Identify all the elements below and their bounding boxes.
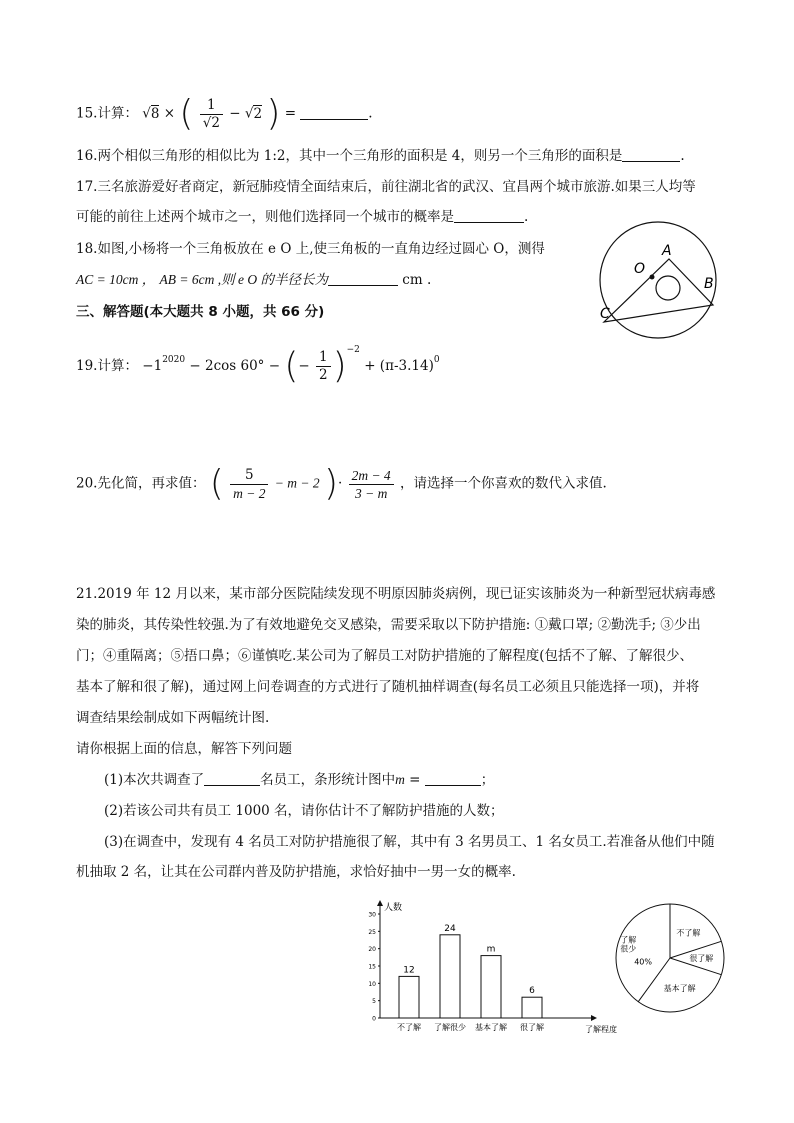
question-16: 16.两个相似三角形的相似比为 1:2，其中一个三角形的面积是 4，则另一个三角形的面积是 .: [76, 148, 685, 164]
bar-chart: [360, 896, 620, 1038]
question-18-line-2: AC = 10cm ， AB = 6cm ,则 e O 的半径长为 cm .: [76, 272, 432, 288]
q15-equals: =: [284, 105, 296, 122]
pie-slice-label: 基本了解: [663, 983, 696, 993]
category-label: 很了解: [520, 1023, 544, 1032]
question-17-line-1: 17.三名旅游爱好者商定，新冠肺疫情全面结束后，前往湖北省的武汉、宜昌两个城市旅游.如果三人均等: [76, 179, 696, 195]
y-tick-label: 15: [368, 963, 376, 971]
right-paren: ): [266, 93, 281, 134]
question-20: 20.先化简，再求值： ( $\frac{5}{m - 2}$ − m − 2 )· $\frac{2m - 4}{3 - m}$ ，请选择一个你喜欢的数代入求值.: [76, 463, 607, 504]
y-tick-label: 5: [372, 998, 376, 1006]
q16-answer-blank[interactable]: [622, 147, 680, 162]
section-3-title: 三、解答题(本大题共 8 小题，共 66 分): [76, 304, 325, 320]
pie-slice-label-line-2: 很少: [620, 944, 637, 954]
q15-sqrt8: 8: [150, 105, 160, 122]
category-label: 基本了解: [475, 1023, 507, 1032]
label-o: O: [634, 261, 646, 277]
q15-fraction: [200, 97, 223, 132]
question-21-line-4: 基本了解和很了解)，通过网上问卷调查的方式进行了随机抽样调查(每名员工必须且只能选择一项)，并将: [76, 679, 700, 695]
x-axis-arrow: [591, 1015, 597, 1021]
bar-value-label: 24: [444, 923, 456, 934]
figure-18-circle-triangle: [596, 220, 726, 345]
pie-percent-label: 40%: [634, 957, 652, 967]
label-a: A: [662, 243, 672, 259]
question-21-sub-3-line-1: (3)在调查中，发现有 4 名员工对防护措施很了解，其中有 3 名男员工、1 名女员工.若准备从他们中随: [104, 834, 715, 850]
q15-prefix: 15.计算：: [76, 105, 138, 122]
category-label: 了解很少: [434, 1023, 466, 1032]
center-point: [650, 275, 655, 280]
q15-answer-blank[interactable]: [300, 105, 368, 120]
question-21-line-3: 门；④重隔离；⑤捂口鼻；⑥谨慎吃.某公司为了解员工对防护措施的了解程度(包括不了解、了解很少、: [76, 648, 694, 664]
sub1-blank-count[interactable]: [204, 771, 260, 786]
bar: [522, 997, 542, 1018]
bar: [440, 935, 460, 1018]
pie-slice-label: 很了解: [689, 954, 714, 963]
pie-chart: [610, 898, 730, 1018]
q20-fraction-2: $\frac{2m - 4}{3 - m}$: [349, 467, 394, 502]
question-21-sub-1: (1)本次共调查了 名员工，条形统计图中m = ；: [104, 772, 495, 788]
label-b: B: [704, 276, 714, 292]
pie-slice-label: 了解: [620, 935, 637, 945]
bar: [399, 976, 419, 1018]
triangle-board: [604, 259, 713, 322]
label-c: C: [600, 306, 610, 322]
bar-value-label: 6: [529, 986, 535, 997]
question-19: 19.计算： $-1^{2020} - 2\cos$ 60° − (− $\frac{1}{2}$ )$^{-2} + (\pi-3.14)^0$: [76, 345, 440, 387]
circle-o: [600, 222, 716, 338]
q15-frac-den: √2: [202, 114, 220, 131]
pie-slice-label: 不了解: [676, 928, 701, 938]
question-21-sub-3-line-2: 机抽取 2 名，让其在公司群内普及防护措施，求恰好抽中一男一女的概率.: [76, 864, 516, 880]
q15-minus: −: [229, 105, 241, 122]
bar: [481, 956, 501, 1018]
y-tick-label: 10: [368, 980, 376, 988]
question-21-line-5: 调查结果绘制成如下两幅统计图.: [76, 710, 270, 726]
q17-answer-blank[interactable]: [454, 208, 524, 223]
bar-value-label: m: [486, 944, 496, 955]
x-axis-label: 了解程度: [585, 1025, 617, 1034]
q15-times: ×: [163, 105, 176, 122]
q15-frac-num: 1: [200, 97, 223, 115]
question-17-line-2: 可能的前往上述两个城市之一，则他们选择同一个城市的概率是 .: [76, 209, 529, 225]
question-21-sub-2: (2)若该公司共有员工 1000 名，请你估计不了解防护措施的人数；: [104, 803, 504, 819]
question-21-line-6: 请你根据上面的信息，解答下列问题: [76, 741, 292, 757]
left-paren: (: [179, 93, 194, 134]
q18-answer-blank[interactable]: [328, 271, 398, 286]
y-tick-label: 0: [372, 1015, 376, 1023]
y-tick-label: 20: [368, 946, 376, 954]
y-axis-label: 人数: [384, 903, 403, 913]
sub1-blank-m[interactable]: [425, 771, 481, 786]
question-15: 15.计算： √8 × ( $\frac{1}{√2}$ − √2 ) = .: [76, 93, 373, 134]
question-18-line-1: 18.如图,小杨将一个三角板放在 e O 上,使三角板的一直角边经过圆心 O，测得: [76, 241, 545, 257]
q15-sqrt2: 2: [253, 105, 263, 122]
triangle-hole: [656, 276, 680, 300]
category-label: 不了解: [397, 1023, 421, 1032]
bar-value-label: 12: [403, 965, 415, 976]
question-21-line-1: 21.2019 年 12 月以来，某市部分医院陆续发现不明原因肺炎病例，现已证实该肺炎为一种新型冠状病毒感: [76, 586, 716, 602]
q19-fraction: $\frac{1}{2}$: [316, 349, 331, 384]
sqrt-sign: √: [142, 105, 151, 122]
q16-text: 16.两个相似三角形的相似比为 1:2，其中一个三角形的面积是 4，则另一个三角形的面积是: [76, 148, 623, 164]
y-tick-label: 25: [368, 928, 376, 936]
question-21-line-2: 染的肺炎，其传染性较强.为了有效地避免交叉感染，需要采取以下防护措施: ①戴口罩; ②勤洗手; ③少出: [76, 617, 701, 633]
q20-fraction-1: $\frac{5}{m - 2}$: [230, 467, 268, 502]
y-axis-arrow: [377, 900, 383, 906]
y-tick-label: 30: [368, 911, 376, 919]
